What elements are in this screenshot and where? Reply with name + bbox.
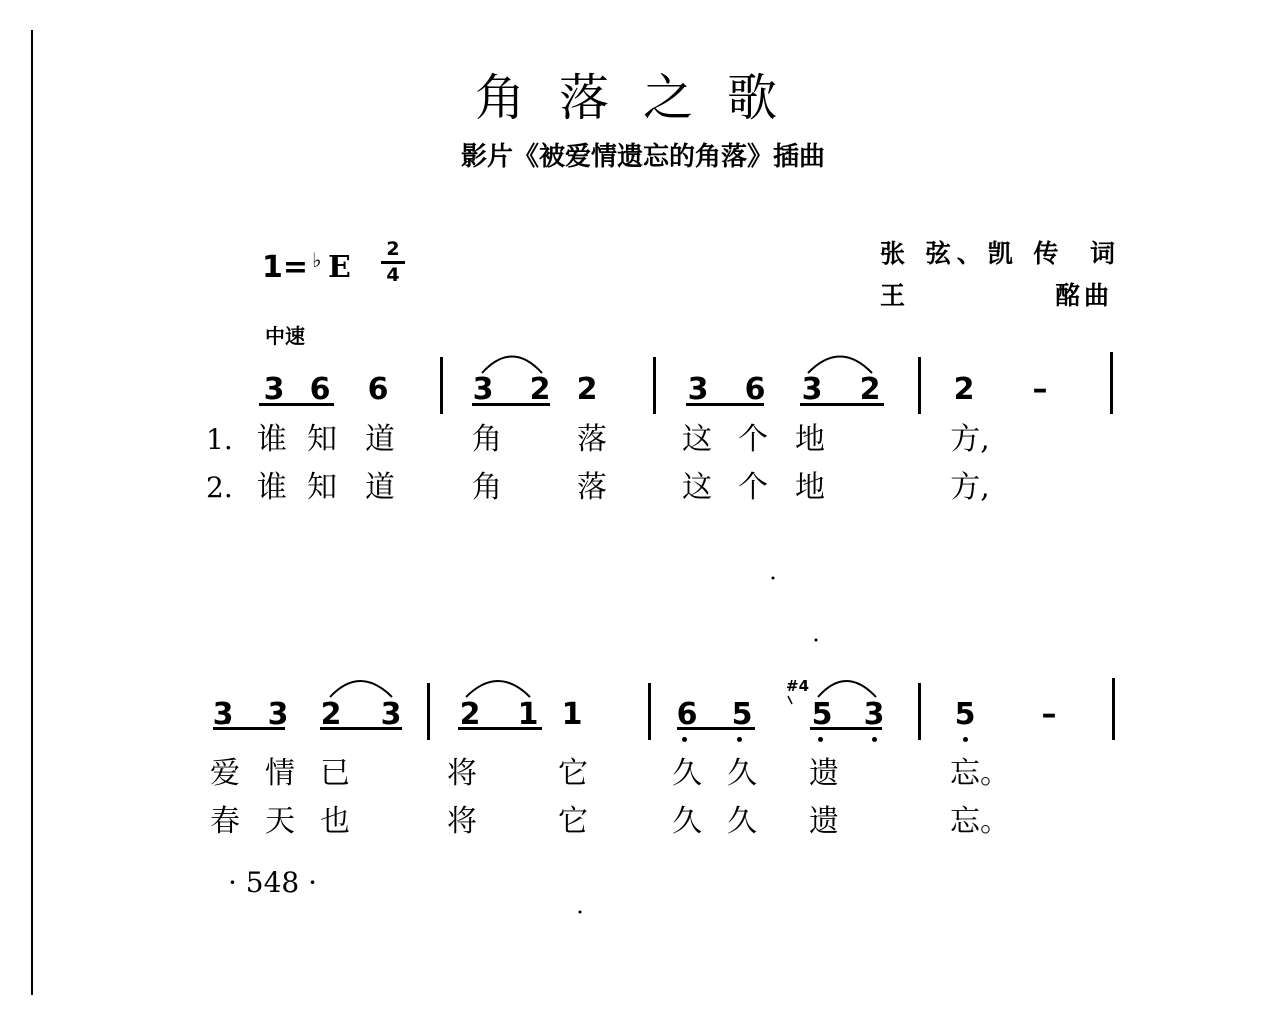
lyric: 道 [365, 422, 395, 457]
time-bottom: 4 [386, 264, 400, 286]
lyric: 地 [795, 470, 825, 505]
lyric: 爱 [210, 756, 240, 791]
note: 5 [954, 697, 976, 732]
note: 6 [309, 372, 331, 407]
note: 5 [731, 697, 753, 732]
note: 6 [744, 372, 766, 407]
lyric: 方, [950, 470, 990, 505]
lyric: 情 [265, 756, 295, 791]
key-note: E [328, 250, 351, 285]
lyric: 它 [558, 756, 588, 791]
key-signature: 1= [262, 250, 309, 285]
lyric: 已 [320, 756, 350, 791]
note: – [1032, 372, 1048, 407]
note: 2 [953, 372, 975, 407]
note: 1 [517, 697, 539, 732]
page-number: · 548 · [228, 866, 318, 899]
lyric: 久 [727, 804, 757, 839]
lyric: 谁 [257, 422, 287, 457]
lyric: 角 [472, 422, 502, 457]
lyric: 它 [558, 804, 588, 839]
note: 5 [811, 697, 833, 732]
lyric: 忘。 [950, 804, 1010, 839]
note: 2 [320, 697, 342, 732]
note: 2 [859, 372, 881, 407]
note: 3 [267, 697, 289, 732]
note: 3 [472, 372, 494, 407]
lyric: 久 [727, 756, 757, 791]
verse-number: 2. [206, 471, 233, 504]
lyric: 个 [738, 422, 768, 457]
note: 2 [576, 372, 598, 407]
lyric: 遗 [809, 804, 839, 839]
flat-sign: ♭ [312, 248, 322, 272]
lyric: 久 [672, 756, 702, 791]
lyric: 落 [577, 470, 607, 505]
lyric: 久 [672, 804, 702, 839]
lyric: 落 [577, 422, 607, 457]
lyricist-names: 张 弦、凯 传 [880, 239, 1065, 268]
composer-role: 酩曲 [1055, 281, 1114, 310]
note: 3 [687, 372, 709, 407]
lyric: 个 [738, 470, 768, 505]
song-title: 角落之歌 [475, 69, 811, 127]
lyric: 道 [365, 470, 395, 505]
lyric: 知 [307, 470, 337, 505]
note: 2 [459, 697, 481, 732]
note: 2 [529, 372, 551, 407]
lyric: 这 [682, 422, 712, 457]
note: – [1041, 697, 1057, 732]
note: 3 [380, 697, 402, 732]
lyric: 这 [682, 470, 712, 505]
grace-note: #4 [786, 677, 810, 695]
note: 6 [367, 372, 389, 407]
note: 3 [212, 697, 234, 732]
note: 3 [801, 372, 823, 407]
lyric: 角 [472, 470, 502, 505]
note: 3 [863, 697, 885, 732]
lyric: 谁 [257, 470, 287, 505]
lyric: 知 [307, 422, 337, 457]
lyric: 也 [320, 804, 350, 839]
lyric: 春 [210, 804, 240, 839]
note: 3 [263, 372, 285, 407]
tempo-marking: 中速 [265, 324, 305, 348]
composer-name: 王 [880, 281, 906, 310]
lyric: 将 [447, 756, 477, 791]
lyric: 天 [265, 804, 295, 839]
song-subtitle: 影片《被爱情遗忘的角落》插曲 [460, 142, 825, 172]
lyric: 方, [950, 422, 990, 457]
note: 6 [676, 697, 698, 732]
lyricist-role: 词 [1090, 239, 1116, 268]
note: 1 [561, 697, 583, 732]
lyric: 将 [447, 804, 477, 839]
lyric: 忘。 [950, 756, 1010, 791]
verse-number: 1. [206, 423, 233, 456]
lyric: 遗 [809, 756, 839, 791]
lyric: 地 [795, 422, 825, 457]
time-top: 2 [386, 238, 400, 260]
